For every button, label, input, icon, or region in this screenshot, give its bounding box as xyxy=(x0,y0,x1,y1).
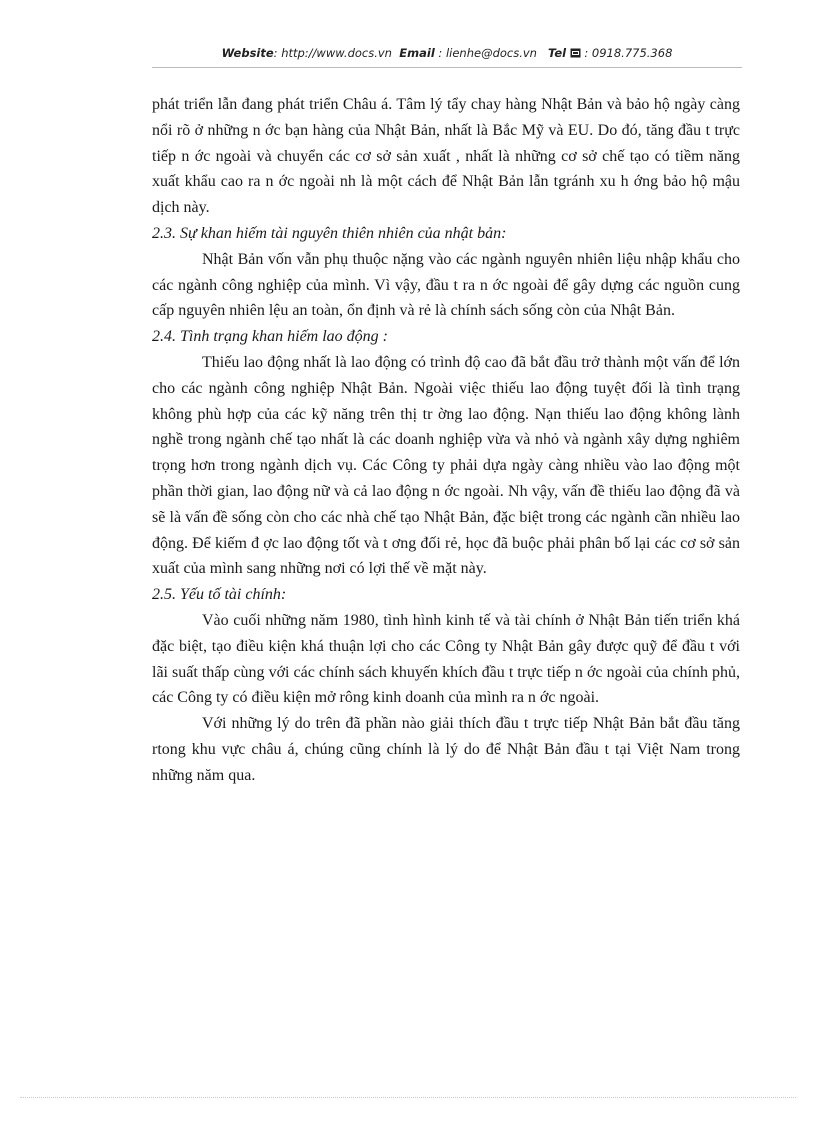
paragraph-2-5a: Vào cuối những năm 1980, tình hình kinh tế và tài chính ở Nhật Bản tiến triển khá đặc biệt, tạo điều kiện khá thuận lợi cho các Công ty Nhật Bản gây được quỹ để đầu t với lãi suất thấp cùng với các chính sách khuyến khích đầu t trực tiếp n ớc ngoài của chính phủ, các Công ty có điều kiện mở rông kinh doanh của mình ra n ớc ngoài. xyxy=(152,611,740,707)
page-header xyxy=(152,46,742,60)
paragraph-2-4: Thiếu lao động nhất là lao động có trình độ cao đã bắt đầu trở thành một vấn để lớn cho các ngành công nghiệp Nhật Bản. Ngoài việc thiếu lao động tuyệt đối là tình trạng không phù hợp của các kỹ năng trên thị tr ờng lao động. Nạn thiếu lao động không lành nghề trong ngành chế tạo nhất là các doanh nghiệp vừa và nhỏ và ngành xây dựng nghiêm trọng hơn trong ngành dịch vụ. Các Công ty phải dựa ngày càng nhiều vào lao động một phần thời gian, lao động nữ và cả lao động n ớc ngoài. Nh vậy, vấn đề thiếu lao động đã và sẽ là vấn đề sống còn cho các nhà chế tạo Nhật Bản, đặc biệt trong các ngành cần nhiều lao động. Để kiếm đ ợc lao động tốt và t ơng đối rẻ, học đã buộc phải phân bố lại các cơ sở sản xuất của mình sang những nơi có lợi thế về mặt này. xyxy=(152,353,740,578)
footer-divider xyxy=(20,1097,796,1098)
heading-2-3: 2.3. Sự khan hiếm tài nguyên thiên nhiên của nhật bản: xyxy=(152,224,507,242)
heading-2-4: 2.4. Tình trạng khan hiếm lao động : xyxy=(152,328,388,346)
tel-value: : 0918.775.368 xyxy=(584,46,673,60)
website-label: Website xyxy=(221,46,274,60)
email-label: Email xyxy=(399,46,435,60)
website-value[interactable]: : http://www.docs.vn xyxy=(273,46,392,60)
paragraph-2-5b: Với những lý do trên đã phần nào giải thích đầu t trực tiếp Nhật Bản bắt đầu tăng rtong khu vực châu á, chúng cũng chính là lý do để Nhật Bản đầu t tại Việt Nam trong những năm qua. xyxy=(152,715,740,784)
paragraph-2-3: Nhật Bản vốn vẫn phụ thuộc nặng vào các ngành nguyên nhiên liệu nhập khẩu cho các ngành công nghiệp của mình. Vì vậy, đầu t ra n ớc ngoài để gây dựng các nguồn cung cấp nguyên nhiên lệu an toàn, ổn định và rẻ là chính sách sống còn của Nhật Bản. xyxy=(152,250,740,320)
heading-2-5: 2.5. Yếu tố tài chính: xyxy=(152,586,287,604)
tel-label: Tel xyxy=(547,46,567,60)
header-divider xyxy=(152,67,742,68)
email-value[interactable]: : lienhe@docs.vn xyxy=(438,46,537,60)
phone-icon xyxy=(570,46,585,60)
document-body xyxy=(152,92,740,789)
paragraph-intro: phát triển lẫn đang phát triển Châu á. Tâm lý tẩy chay hàng Nhật Bản và bảo hộ ngày càng nổi rõ ở những n ớc bạn hàng của Nhật Bản, nhất là Bắc Mỹ và EU. Do đó, tăng đầu t trực tiếp n ớc ngoài và chuyển các cơ sở sản xuất , nhất là những cơ sở chế tạo có tiềm năng xuất khẩu cao ra n ớc ngoài nh là một cách để Nhật Bản lẫn tgránh xu h ớng bảo hộ mậu dịch này. xyxy=(152,96,740,217)
